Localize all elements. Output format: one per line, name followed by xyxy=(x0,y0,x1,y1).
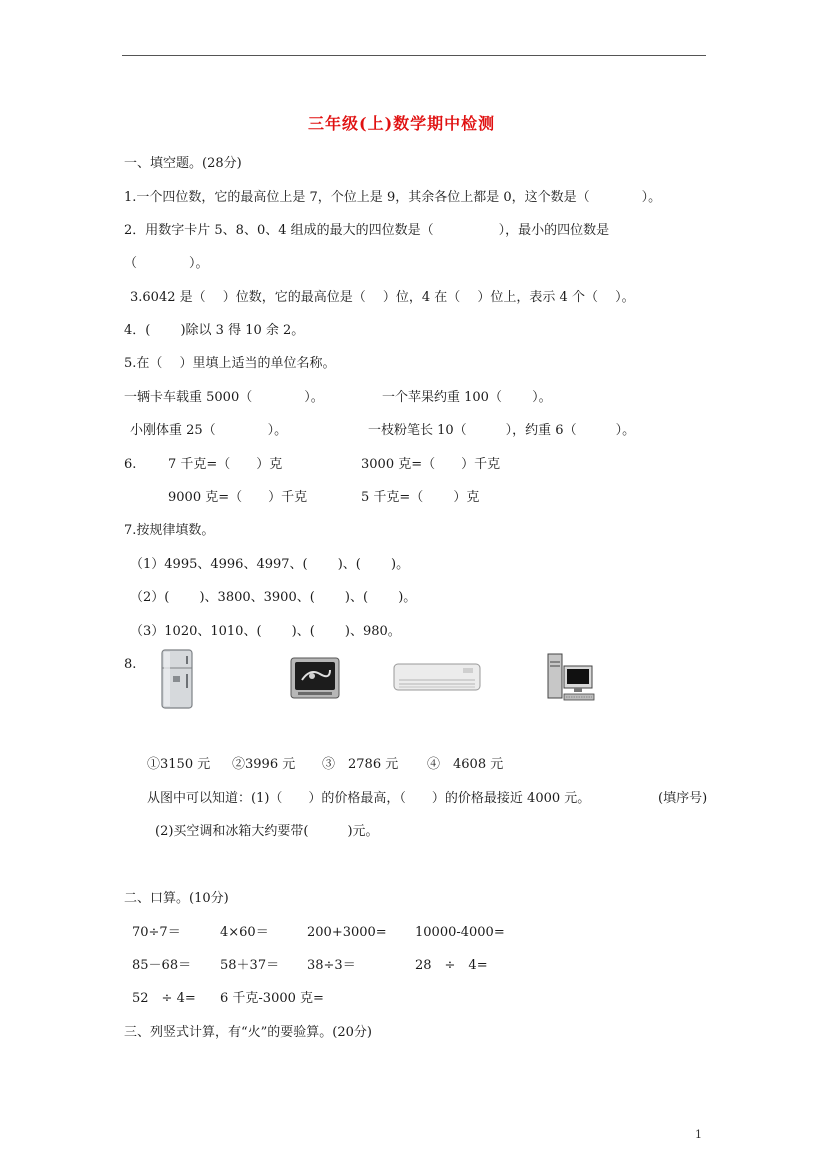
question-4: 4．( )除以 3 得 10 余 2。 xyxy=(124,323,305,338)
television-icon xyxy=(290,656,340,704)
question-1: 1.一个四位数，它的最高位上是 7，个位上是 9，其余各位上都是 0，这个数是（ ）。 xyxy=(124,190,662,205)
question-8-line-1: 从图中可以知道：(1)（ ）的价格最高，（ ）的价格最接近 4000 元。 xyxy=(147,791,591,806)
question-6a: 7 千克=（ ）克 xyxy=(168,457,283,472)
oral-item: 70÷7＝ xyxy=(132,925,181,940)
question-6-number: 6. xyxy=(124,457,137,472)
question-7: 7.按规律填数。 xyxy=(124,523,215,538)
oral-item: 200+3000= xyxy=(307,925,387,940)
question-2: 2．用数字卡片 5、8、0、4 组成的最大的四位数是（ ），最小的四位数是 xyxy=(124,223,610,238)
price-4: ④ 4608 元 xyxy=(427,757,504,772)
air-conditioner-icon xyxy=(393,663,481,695)
question-6b: 3000 克=（ ）千克 xyxy=(361,457,501,472)
oral-item: 4×60＝ xyxy=(220,925,269,940)
oral-item: 10000-4000= xyxy=(415,925,505,940)
price-2: ②3996 元 xyxy=(232,757,296,772)
page-title: 三年级(上)数学期中检测 xyxy=(308,114,496,133)
question-5d: 一枝粉笔长 10（ ），约重 6（ ）。 xyxy=(368,423,636,438)
refrigerator-icon xyxy=(160,648,194,714)
question-5: 5.在（ ）里填上适当的单位名称。 xyxy=(124,356,336,371)
section2-heading: 二、口算。(10分) xyxy=(124,891,229,906)
section3-heading: 三、列竖式计算，有“火”的要验算。(20分) xyxy=(124,1025,372,1040)
price-3: ③ 2786 元 xyxy=(322,757,399,772)
question-2-continued: （ ）。 xyxy=(124,256,209,271)
question-3: 3.6042 是（ ）位数，它的最高位是（ ）位，4 在（ ）位上，表示 4 个（ ）。 xyxy=(130,290,635,305)
oral-item: 52 ÷ 4= xyxy=(132,991,196,1006)
section1-heading: 一、填空题。(28分) xyxy=(124,156,242,171)
question-7-1: （1）4995、4996、4997、( )、( )。 xyxy=(130,557,410,572)
price-1: ①3150 元 xyxy=(147,757,211,772)
question-5a: 一辆卡车载重 5000（ ）。 xyxy=(124,390,324,405)
question-8-line-2: (2)买空调和冰箱大约要带( )元。 xyxy=(155,824,379,839)
question-7-3: （3）1020、1010、( )、( )、980。 xyxy=(130,624,401,639)
question-6c: 9000 克=（ ）千克 xyxy=(168,490,308,505)
computer-icon xyxy=(546,652,596,708)
oral-item: 6 千克-3000 克= xyxy=(220,991,324,1006)
question-8-number: 8. xyxy=(124,657,137,672)
oral-item: 38÷3＝ xyxy=(307,958,356,973)
question-5b: 一个苹果约重 100（ ）。 xyxy=(382,390,552,405)
question-8-note: (填序号) xyxy=(658,791,708,806)
question-6d: 5 千克=（ ）克 xyxy=(361,490,480,505)
page-number: 1 xyxy=(695,1128,702,1141)
question-7-2: （2）( )、3800、3900、( )、( )。 xyxy=(130,590,417,605)
header-rule xyxy=(122,55,706,56)
question-5c: 小刚体重 25（ ）。 xyxy=(130,423,288,438)
oral-item: 28 ÷ 4= xyxy=(415,958,488,973)
oral-item: 85－68＝ xyxy=(132,958,192,973)
oral-item: 58＋37＝ xyxy=(220,958,280,973)
